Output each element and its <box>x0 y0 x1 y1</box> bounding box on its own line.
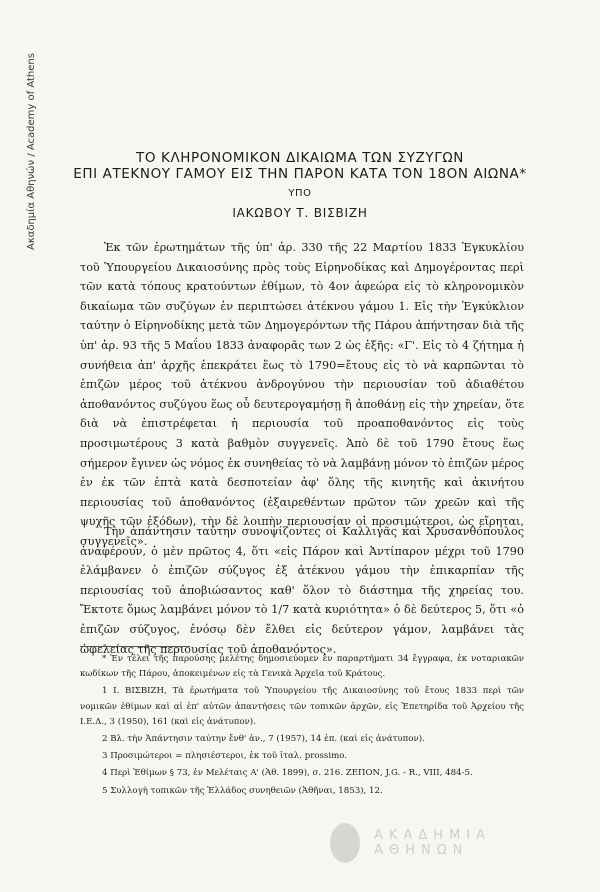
byline-preposition: ΥΠΟ <box>288 188 312 199</box>
author-name: ΙΑΚΩΒΟΥ Τ. ΒΙΣΒΙΖΗ <box>232 206 368 220</box>
article-title-line-2: ΕΠΙ ΑΤΕΚΝΟΥ ΓΑΜΟΥ ΕΙΣ ΤΗΝ ΠΑΡΟΝ ΚΑΤΑ ΤΟΝ 18ΟΝ ΑΙΩΝΑ* <box>73 166 527 182</box>
watermark-text: ΑΚΑΔΗΜΙΑ ΑΘΗΝΩΝ <box>374 828 492 858</box>
academy-seal-icon <box>330 823 360 863</box>
footnote-4: 4 Περὶ Ἐθίμων § 73, ἐν Μελέταις Α' (Ἀθ. 1899), σ. 216. ΖΕΠΟΝ, J.G. - R., VIII, 484-5. <box>102 768 473 779</box>
footnote-5: 5 Συλλογὴ τοπικῶν τῆς Ἑλλάδος συνηθειῶν (Ἀθῆναι, 1853), 12. <box>102 785 383 796</box>
footnote-1: 1 Ι. ΒΙΣΒΙΖΗ, Τὰ ἐρωτήματα τοῦ Ὑπουργείου τῆς Δικαιοσύνης τοῦ ἔτους 1833 περὶ τῶν νομικῶν ἐθίμων καὶ αἱ ἐπ' αὐτῶν ἀπαντήσεις τῶν τοπικῶν ἀρχῶν, εἰς Ἐπετηρίδα τοῦ Ἀρχείου τῆς Ι.Ε.Δ., 3 (1950), 161 (καὶ εἰς ἀνάτυπον). <box>80 686 524 727</box>
footnote-2: 2 Βλ. τὴν Ἀπάντησιν ταύτην ἔνθ' ἀν., 7 (1957), 14 ἑπ. (καὶ εἰς ἀνάτυπον). <box>102 734 425 745</box>
body-paragraph-1: Ἐκ τῶν ἐρωτημάτων τῆς ὑπ' ἀρ. 330 τῆς 22 Μαρτίου 1833 Ἐγκυκλίου τοῦ Ὑπουργείου Δικαιοσύνης πρὸς τοὺς Εἰρηνοδίκας καὶ Δημογέροντας περὶ τῶν κατὰ τόπους κρατούντων ἐθίμων, τὸ 4ον ἀφεώρα εἰς τὸ κληρονομικὸν δικαίωμα τῶν συζύγων ἐν περιπτώσει ἀτέκνου γάμου 1. Εἰς τὴν Ἐγκύκλιον ταύτην ὁ Εἰρηνοδίκης μετὰ τῶν Δημογερόντων τῆς Πάρου ἀπήντησαν διὰ τῆς ὑπ' ἀρ. 93 τῆς 5 Μαΐου 1833 ἀναφορᾶς των 2 ὡς ἑξῆς: «Γ'. Εἰς τὸ 4 ζήτημα ἡ συνήθεια ἀπ' ἀρχῆς ἐπεκράτει ἕως τὸ 1790=ἔτους εἰς τὸ νὰ καρπῶνται τὸ ἐπιζῶν μέρος τοῦ ἀτέκνου ἀνδρογύνου τὴν περιουσίαν τοῦ ἀδιαθέτου ἀποθανόντος συζύγου ἕως οὗ δευτερογαμήσῃ ἢ ἀποθάνῃ εἰς τὴν χηρείαν, ὅτε διὰ νὰ ἐπιστρέφεται ἡ περιουσία τοῦ προαποθανόντος εἰς τοὺς προσιμωτέρους 3 κατὰ βαθμὸν συγγενεῖς. Ἀπὸ δὲ τοῦ 1790 ἔτους ἕως σήμερον ἔγινεν ὡς νόμος ἐκ συνηθείας τὸ νὰ λαμβάνῃ μόνον τὸ ἐπιζῶν μέρος ἐν ἐκ τῶν ἑπτὰ κατὰ δεσποτείαν ἀφ' ὅλης τῆς κινητῆς καὶ ἀκινήτου περιουσίας τοῦ ἀποθανόντος (ἐξαιρεθέντων πρῶτον τῶν χρεῶν καὶ τῆς ψυχῆς τῶν ἐξόδων), τὴν δὲ λοιπὴν περιουσίαν οἱ προσιμώτεροι, ὡς εἴρηται, συγγενεῖς». <box>80 241 524 548</box>
footnotes <box>80 652 524 801</box>
footnote-3: 3 Προσιμώτεροι = πλησιέστεροι, ἐκ τοῦ ἰταλ. prossimo. <box>102 751 347 762</box>
article-title-line-1: ΤΟ ΚΛΗΡΟΝΟΜΙΚΟΝ ΔΙΚΑΙΩΜΑ ΤΩΝ ΣΥΖΥΓΩΝ <box>136 150 464 166</box>
body-paragraph-2: Τὴν ἀπάντησιν ταύτην συνοψίζοντες οἱ Καλλιγᾶς καὶ Χρυσανθόπουλος ἀναφέρουν, ὁ μὲν πρῶτος 4, ὅτι «εἰς Πάρον καὶ Ἀντίπαρον μέχρι τοῦ 1790 ἐλάμβανεν ὁ ἐπιζῶν σύζυγος ἐξ ἀτέκνου γάμου τὴν ἐπικαρπίαν τῆς περιουσίας τοῦ ἀποβιώσαντος καθ' ὅλον τὸ διάστημα τῆς χηρείας του. Ἔκτοτε ὅμως λαμβάνει μόνον τὸ 1/7 κατὰ κυριότητα» ὁ δὲ δεύτερος 5, ὅτι «ὁ ἐπιζῶν σύζυγος, ἐνόσῳ δὲν ἔλθει εἰς δεύτερον γάμον, λαμβάνει τὰς ὠφελείας τῆς περιουσίας τοῦ ἀποθανόντος». <box>80 525 524 656</box>
archive-side-label: Ακαδημία Αθηνών / Academy of Athens <box>26 53 37 250</box>
footnote-star: * Ἐν τέλει τῆς παρούσης μελέτης δημοσιεύομεν ἐν παραρτήματι 34 ἔγγραφα, ἐκ νοταριακῶν κωδίκων τῆς Πάρου, ἀποκειμένων εἰς τὰ Γενικὰ Ἀρχεῖα τοῦ Κράτους. <box>80 654 524 680</box>
footnote-rule <box>80 646 190 647</box>
academy-watermark <box>330 820 570 866</box>
